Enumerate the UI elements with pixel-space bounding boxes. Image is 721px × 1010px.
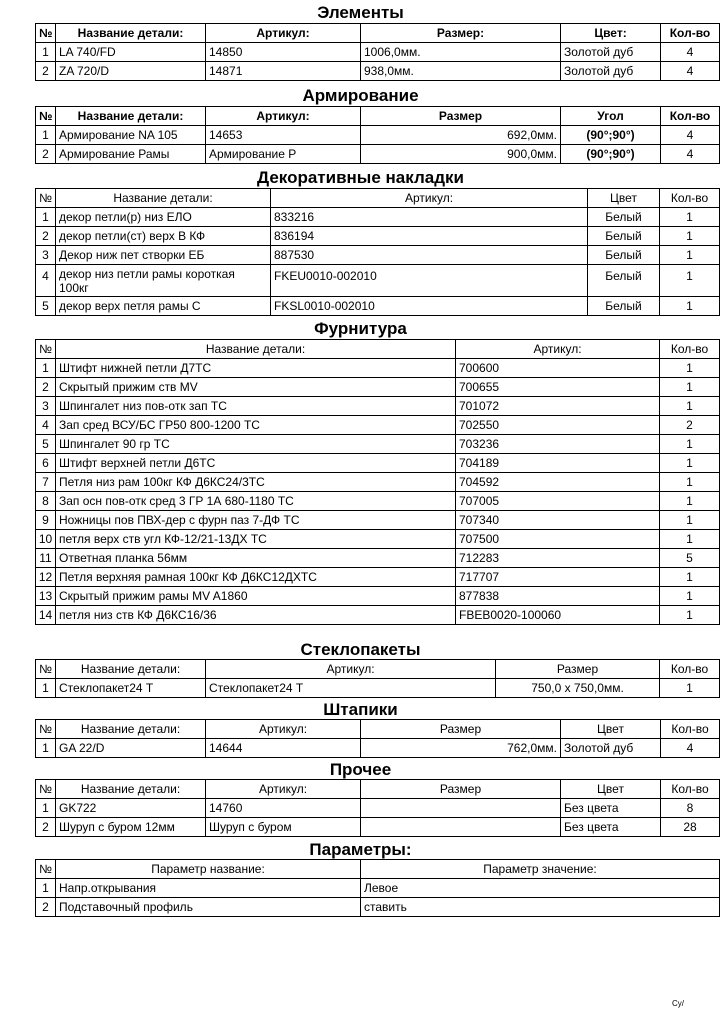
cell-num: 1 xyxy=(36,126,56,145)
cell-num: 5 xyxy=(36,297,56,316)
cell-qty: 1 xyxy=(660,208,720,227)
col-qty: Кол-во xyxy=(661,780,720,799)
col-size: Размер xyxy=(361,720,561,739)
col-num: № xyxy=(36,107,56,126)
table-row xyxy=(36,208,720,227)
col-article: Артикул: xyxy=(206,660,496,679)
armirovanie-title: Армирование xyxy=(302,86,419,105)
cell-name: Армирование Рамы xyxy=(56,145,206,164)
table-row xyxy=(36,898,720,917)
cell-name: декор низ петли рамы короткая 100кг xyxy=(56,265,271,297)
col-num: № xyxy=(36,720,56,739)
table-row xyxy=(36,530,720,549)
cell-article: 14850 xyxy=(206,43,361,62)
cell-article: 707005 xyxy=(456,492,660,511)
cell-qty: 1 xyxy=(660,359,720,378)
cell-qty: 1 xyxy=(660,606,720,625)
other-table xyxy=(35,779,720,837)
cell-num: 3 xyxy=(36,397,56,416)
table-row xyxy=(36,606,720,625)
cell-num: 1 xyxy=(36,879,56,898)
cell-color: Без цвета xyxy=(561,799,661,818)
cell-num: 12 xyxy=(36,568,56,587)
cell-param-value: ставить xyxy=(361,898,720,917)
cell-size xyxy=(361,799,561,818)
cell-name: Штифт верхней петли Д6ТС xyxy=(56,454,456,473)
col-article: Артикул: xyxy=(206,780,361,799)
cell-name: Шпингалет 90 гр ТС xyxy=(56,435,456,454)
cell-color: Белый xyxy=(588,265,660,297)
armirovanie-table xyxy=(35,106,720,164)
signature: Су/ xyxy=(672,999,684,1008)
table-header xyxy=(36,189,720,208)
furnitura-table xyxy=(35,339,720,625)
cell-num: 2 xyxy=(36,898,56,917)
cell-param-name: Напр.открывания xyxy=(56,879,361,898)
table-row xyxy=(36,378,720,397)
cell-qty: 1 xyxy=(660,454,720,473)
col-article: Артикул: xyxy=(456,340,660,359)
cell-article: FBEB0020-100060 xyxy=(456,606,660,625)
col-num: № xyxy=(36,189,56,208)
elements-table xyxy=(35,23,720,81)
table-header xyxy=(36,340,720,359)
cell-qty: 1 xyxy=(660,492,720,511)
cell-color: Золотой дуб xyxy=(561,62,661,81)
cell-article: FKEU0010-002010 xyxy=(271,265,588,297)
col-size: Размер xyxy=(361,107,561,126)
cell-name: Скрытый прижим рамы MV A1860 xyxy=(56,587,456,606)
cell-name: ZA 720/D xyxy=(56,62,206,81)
table-row xyxy=(36,454,720,473)
cell-qty: 1 xyxy=(660,435,720,454)
cell-num: 2 xyxy=(36,378,56,397)
cell-angle: (90°;90°) xyxy=(561,126,661,145)
cell-size: 938,0мм. xyxy=(361,62,561,81)
cell-name: Армирование NA 105 xyxy=(56,126,206,145)
cell-param-name: Подставочный профиль xyxy=(56,898,361,917)
cell-article: 836194 xyxy=(271,227,588,246)
cell-article: 701072 xyxy=(456,397,660,416)
col-name: Название детали: xyxy=(56,780,206,799)
cell-name: Петля верхняя рамная 100кг КФ Д6КС12ДХТС xyxy=(56,568,456,587)
col-name: Название детали: xyxy=(56,24,206,43)
cell-num: 3 xyxy=(36,246,56,265)
cell-article: Армирование Р xyxy=(206,145,361,164)
cell-num: 1 xyxy=(36,208,56,227)
cell-article: 703236 xyxy=(456,435,660,454)
table-row xyxy=(36,568,720,587)
table-row xyxy=(36,799,720,818)
col-name: Название детали: xyxy=(56,189,271,208)
cell-num: 4 xyxy=(36,416,56,435)
table-row xyxy=(36,126,720,145)
cell-size: 900,0мм. xyxy=(361,145,561,164)
cell-num: 1 xyxy=(36,43,56,62)
cell-size: 762,0мм. xyxy=(361,739,561,758)
cell-article: 877838 xyxy=(456,587,660,606)
cell-article: 14871 xyxy=(206,62,361,81)
cell-num: 2 xyxy=(36,227,56,246)
other-title: Прочее xyxy=(329,760,392,779)
col-color: Цвет: xyxy=(561,24,661,43)
table-row xyxy=(36,62,720,81)
cell-qty: 1 xyxy=(660,246,720,265)
cell-size: 692,0мм. xyxy=(361,126,561,145)
col-article: Артикул: xyxy=(271,189,588,208)
cell-qty: 1 xyxy=(660,568,720,587)
decor-title: Декоративные накладки xyxy=(257,168,464,187)
cell-name: Зап осн пов-отк сред 3 ГР 1А 680-1180 ТС xyxy=(56,492,456,511)
cell-num: 2 xyxy=(36,62,56,81)
cell-name: GK722 xyxy=(56,799,206,818)
table-row xyxy=(36,492,720,511)
cell-name: декор петли(р) низ ЕЛО xyxy=(56,208,271,227)
cell-num: 2 xyxy=(36,818,56,837)
table-row xyxy=(36,246,720,265)
cell-name: Ответная планка 56мм xyxy=(56,549,456,568)
cell-name: Петля низ рам 100кг КФ Д6КС24/3ТС xyxy=(56,473,456,492)
col-size: Размер: xyxy=(361,24,561,43)
col-qty: Кол-во xyxy=(660,340,720,359)
cell-name: LA 740/FD xyxy=(56,43,206,62)
table-row xyxy=(36,587,720,606)
cell-color: Белый xyxy=(588,297,660,316)
col-color: Цвет xyxy=(561,780,661,799)
cell-name: Стеклопакет24 Т xyxy=(56,679,206,698)
col-angle: Угол xyxy=(561,107,661,126)
cell-qty: 1 xyxy=(660,530,720,549)
cell-qty: 28 xyxy=(661,818,720,837)
col-name: Название детали: xyxy=(56,107,206,126)
cell-num: 14 xyxy=(36,606,56,625)
col-size: Размер xyxy=(496,660,660,679)
col-qty: Кол-во xyxy=(660,189,720,208)
cell-article: 712283 xyxy=(456,549,660,568)
cell-qty: 1 xyxy=(660,397,720,416)
decor-table xyxy=(35,188,720,316)
table-row xyxy=(36,473,720,492)
col-article: Артикул: xyxy=(206,107,361,126)
cell-num: 11 xyxy=(36,549,56,568)
glass-title: Стеклопакеты xyxy=(300,640,421,659)
table-row xyxy=(36,227,720,246)
table-row xyxy=(36,679,720,698)
cell-num: 1 xyxy=(36,679,56,698)
cell-size: 1006,0мм. xyxy=(361,43,561,62)
table-row xyxy=(36,397,720,416)
table-header xyxy=(36,720,720,739)
elements-title: Элементы xyxy=(317,3,404,22)
cell-qty: 1 xyxy=(660,587,720,606)
table-header xyxy=(36,660,720,679)
table-header xyxy=(36,780,720,799)
cell-name: Ножницы пов ПВХ-дер с фурн паз 7-ДФ ТС xyxy=(56,511,456,530)
table-header xyxy=(36,107,720,126)
cell-qty: 1 xyxy=(660,378,720,397)
cell-qty: 1 xyxy=(660,297,720,316)
cell-name: петля низ ств КФ Д6КС16/36 xyxy=(56,606,456,625)
col-name: Название детали: xyxy=(56,720,206,739)
col-num: № xyxy=(36,24,56,43)
cell-num: 6 xyxy=(36,454,56,473)
cell-article: 887530 xyxy=(271,246,588,265)
col-color: Цвет xyxy=(561,720,661,739)
cell-article: 700655 xyxy=(456,378,660,397)
col-qty: Кол-во xyxy=(660,660,720,679)
cell-qty: 4 xyxy=(661,126,720,145)
table-row xyxy=(36,549,720,568)
cell-qty: 8 xyxy=(661,799,720,818)
col-article: Артикул: xyxy=(206,720,361,739)
cell-num: 10 xyxy=(36,530,56,549)
cell-color: Золотой дуб xyxy=(561,43,661,62)
table-row xyxy=(36,145,720,164)
table-row xyxy=(36,359,720,378)
table-row xyxy=(36,879,720,898)
col-qty: Кол-во xyxy=(661,720,720,739)
cell-qty: 1 xyxy=(660,265,720,297)
cell-num: 7 xyxy=(36,473,56,492)
cell-qty: 1 xyxy=(660,511,720,530)
table-row xyxy=(36,818,720,837)
table-row xyxy=(36,265,720,297)
cell-article: 14653 xyxy=(206,126,361,145)
table-row xyxy=(36,297,720,316)
cell-size xyxy=(361,818,561,837)
table-header xyxy=(36,860,720,879)
col-param-name: Параметр название: xyxy=(56,860,361,879)
cell-qty: 4 xyxy=(661,43,720,62)
col-article: Артикул: xyxy=(206,24,361,43)
shtapiki-table xyxy=(35,719,720,758)
col-name: Название детали: xyxy=(56,660,206,679)
table-row xyxy=(36,739,720,758)
cell-article: 717707 xyxy=(456,568,660,587)
cell-name: петля верх ств угл КФ-12/21-13ДХ ТС xyxy=(56,530,456,549)
cell-name: Зап сред ВСУ/БС ГР50 800-1200 ТС xyxy=(56,416,456,435)
cell-article: FKSL0010-002010 xyxy=(271,297,588,316)
cell-article: 707340 xyxy=(456,511,660,530)
cell-article: 700600 xyxy=(456,359,660,378)
cell-article: 707500 xyxy=(456,530,660,549)
table-row xyxy=(36,416,720,435)
col-color: Цвет xyxy=(588,189,660,208)
cell-article: 14644 xyxy=(206,739,361,758)
shtapiki-title: Штапики xyxy=(323,700,398,719)
params-title: Параметры: xyxy=(309,840,412,859)
cell-num: 1 xyxy=(36,799,56,818)
cell-num: 13 xyxy=(36,587,56,606)
cell-article: Стеклопакет24 Т xyxy=(206,679,496,698)
cell-qty: 4 xyxy=(661,145,720,164)
table-row xyxy=(36,511,720,530)
cell-qty: 2 xyxy=(660,416,720,435)
cell-num: 9 xyxy=(36,511,56,530)
params-table xyxy=(35,859,720,917)
col-num: № xyxy=(36,340,56,359)
cell-article: Шуруп с буром xyxy=(206,818,361,837)
col-param-value: Параметр значение: xyxy=(361,860,720,879)
cell-qty: 4 xyxy=(661,62,720,81)
cell-color: Золотой дуб xyxy=(561,739,661,758)
cell-qty: 4 xyxy=(661,739,720,758)
cell-article: 833216 xyxy=(271,208,588,227)
cell-name: Штифт нижней петли Д7ТС xyxy=(56,359,456,378)
cell-color: Белый xyxy=(588,227,660,246)
cell-qty: 5 xyxy=(660,549,720,568)
cell-num: 5 xyxy=(36,435,56,454)
table-row xyxy=(36,435,720,454)
cell-angle: (90°;90°) xyxy=(561,145,661,164)
cell-name: Шпингалет низ пов-отк зап ТС xyxy=(56,397,456,416)
cell-name: Шуруп с буром 12мм xyxy=(56,818,206,837)
cell-qty: 1 xyxy=(660,473,720,492)
cell-color: Белый xyxy=(588,208,660,227)
cell-qty: 1 xyxy=(660,679,720,698)
col-qty: Кол-во xyxy=(661,24,720,43)
cell-name: декор верх петля рамы С xyxy=(56,297,271,316)
glass-table xyxy=(35,659,720,698)
table-header xyxy=(36,24,720,43)
cell-num: 2 xyxy=(36,145,56,164)
cell-param-value: Левое xyxy=(361,879,720,898)
cell-name: декор петли(ст) верх В КФ xyxy=(56,227,271,246)
col-num: № xyxy=(36,860,56,879)
furnitura-title: Фурнитура xyxy=(314,319,407,338)
cell-article: 704592 xyxy=(456,473,660,492)
cell-name: Скрытый прижим ств MV xyxy=(56,378,456,397)
cell-color: Без цвета xyxy=(561,818,661,837)
cell-num: 8 xyxy=(36,492,56,511)
cell-name: GA 22/D xyxy=(56,739,206,758)
cell-name: Декор ниж пет створки ЕБ xyxy=(56,246,271,265)
cell-qty: 1 xyxy=(660,227,720,246)
cell-num: 1 xyxy=(36,359,56,378)
cell-num: 4 xyxy=(36,265,56,297)
cell-article: 704189 xyxy=(456,454,660,473)
col-size: Размер xyxy=(361,780,561,799)
cell-article: 702550 xyxy=(456,416,660,435)
cell-num: 1 xyxy=(36,739,56,758)
cell-color: Белый xyxy=(588,246,660,265)
cell-size: 750,0 x 750,0мм. xyxy=(496,679,660,698)
col-name: Название детали: xyxy=(56,340,456,359)
cell-article: 14760 xyxy=(206,799,361,818)
col-num: № xyxy=(36,660,56,679)
col-num: № xyxy=(36,780,56,799)
col-qty: Кол-во xyxy=(661,107,720,126)
table-row xyxy=(36,43,720,62)
